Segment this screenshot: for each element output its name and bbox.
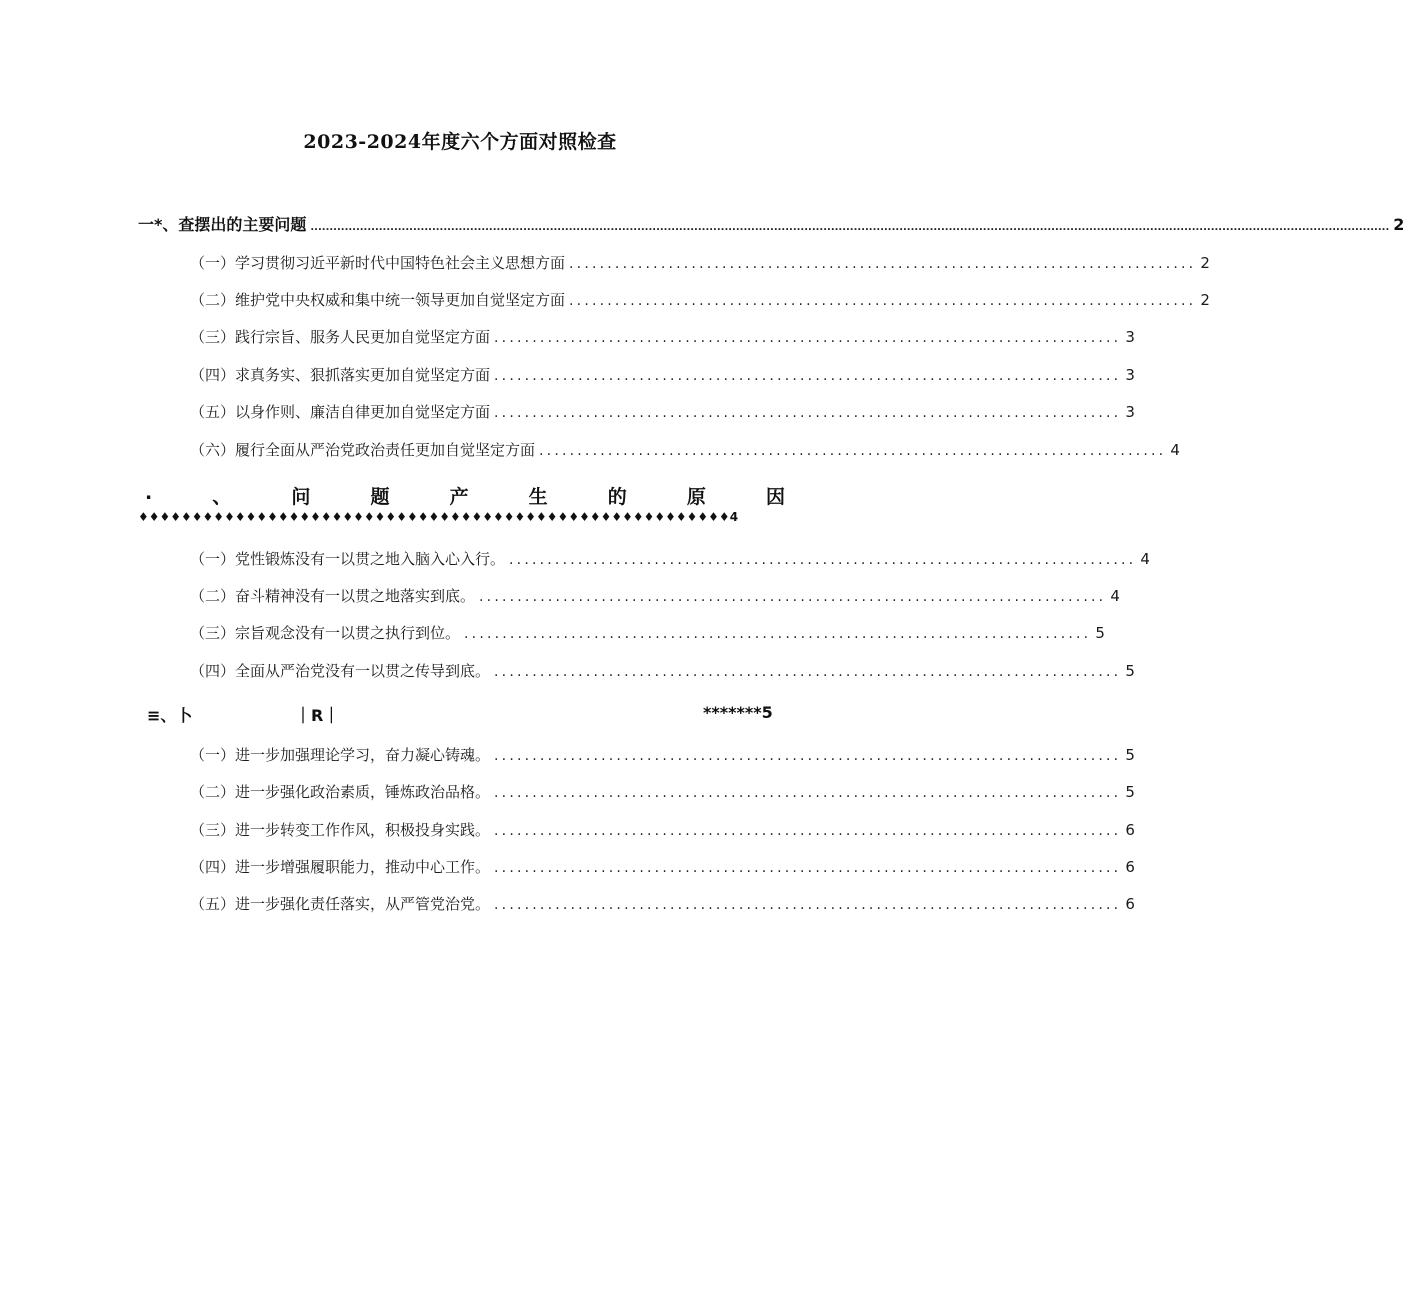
toc-page-number: 5 <box>1125 783 1135 801</box>
toc-page-number: 6 <box>1125 821 1135 839</box>
toc-item-label: （二）进一步强化政治素质，锤炼政治品格。 <box>190 783 491 801</box>
toc-page-number: 2 <box>1200 254 1210 272</box>
toc-page-number: 3 <box>1125 366 1135 384</box>
heading-char: 问 <box>291 486 311 508</box>
toc-section-tail: *******5 <box>703 703 773 722</box>
toc-section-3-heading[interactable] <box>147 703 787 727</box>
toc-item[interactable] <box>190 364 1135 385</box>
heading-char: . <box>145 482 153 504</box>
toc-item-label: （一）学习贯彻习近平新时代中国特色社会主义思想方面 <box>190 254 566 272</box>
toc-dot-leader: .................................................................................. <box>494 785 1122 801</box>
toc-item-label: （四）全面从严治党没有一以贯之传导到底。 <box>190 662 491 680</box>
toc-item[interactable] <box>190 660 1135 681</box>
toc-diamond-leader: ♦♦♦♦♦♦♦♦♦♦♦♦♦♦♦♦♦♦♦♦♦♦♦♦♦♦♦♦♦♦♦♦♦♦♦♦♦♦♦♦♦♦♦♦♦♦♦♦♦♦♦♦♦♦♦ <box>138 510 730 524</box>
document-title: 2023-2024年度六个方面对照检查 <box>303 131 617 153</box>
toc-section-2-leader-row[interactable] <box>138 510 798 524</box>
toc-item-label: （三）进一步转变工作作风，积极投身实践。 <box>190 821 491 839</box>
toc-item[interactable] <box>190 401 1135 422</box>
toc-item-label: （五）以身作则、廉洁自律更加自觉坚定方面 <box>190 403 491 421</box>
toc-page-number: 6 <box>1125 895 1135 913</box>
toc-page-number: 4 <box>1170 441 1180 459</box>
toc-section-1[interactable] <box>138 212 1404 235</box>
toc-item-label: （四）进一步增强履职能力，推动中心工作。 <box>190 858 491 876</box>
heading-char: 、 <box>212 486 232 508</box>
toc-item-label: （四）求真务实、狠抓落实更加自觉坚定方面 <box>190 366 491 384</box>
toc-item-label: （二）奋斗精神没有一以贯之地落实到底。 <box>190 587 476 605</box>
heading-char: 因 <box>765 486 785 508</box>
toc-dot-leader: .................................................................................. <box>494 823 1122 839</box>
toc-item[interactable] <box>190 781 1135 802</box>
toc-dot-leader: .................................................................................. <box>479 589 1107 605</box>
toc-page-number: 5 <box>1125 746 1135 764</box>
toc-dot-leader: .................................................................................. <box>494 330 1122 346</box>
toc-page-number: 3 <box>1125 328 1135 346</box>
toc-page-number: 4 <box>729 510 739 524</box>
toc-page-number: 4 <box>1110 587 1120 605</box>
toc-item[interactable] <box>190 326 1135 347</box>
toc-dot-leader: .................................................................................. <box>494 748 1122 764</box>
heading-char: 产 <box>449 486 469 508</box>
toc-dot-leader: .................................................................................. <box>494 664 1122 680</box>
toc-dot-leader: .................................................................................. <box>539 443 1167 459</box>
heading-char: 的 <box>607 486 627 508</box>
toc-item-label: （一）党性锻炼没有一以贯之地入脑入心入行。 <box>190 550 506 568</box>
toc-section-2-heading[interactable] <box>145 482 785 509</box>
toc-dot-leader: .................................................................................. <box>509 552 1137 568</box>
toc-dot-leader: .................................................................................. <box>464 626 1092 642</box>
toc-page-number: 5 <box>1125 662 1135 680</box>
toc-item[interactable] <box>190 819 1135 840</box>
toc-section-middle: ｜R｜ <box>295 706 340 725</box>
toc-item-label: （六）履行全面从严治党政治责任更加自觉坚定方面 <box>190 441 536 459</box>
toc-dot-leader: .................................................................................. <box>494 405 1122 421</box>
toc-page-number: 2 <box>1200 291 1210 309</box>
toc-item-label: （二）维护党中央权威和集中统一领导更加自觉坚定方面 <box>190 291 566 309</box>
toc-item[interactable] <box>190 439 1180 460</box>
toc-item-label: （一）进一步加强理论学习，奋力凝心铸魂。 <box>190 746 491 764</box>
toc-dot-leader: .................................................................................. <box>494 860 1122 876</box>
heading-char: 原 <box>686 486 706 508</box>
toc-dot-leader: ............................................................................................................................................................................................................................................................................................ <box>310 222 1390 233</box>
toc-page-number: 6 <box>1125 858 1135 876</box>
toc-dot-leader: .................................................................................. <box>569 256 1197 272</box>
toc-dot-leader: .................................................................................. <box>569 293 1197 309</box>
toc-item[interactable] <box>190 252 1210 273</box>
toc-page-number: 5 <box>1095 624 1105 642</box>
toc-item-label: （三）宗旨观念没有一以贯之执行到位。 <box>190 624 461 642</box>
toc-item[interactable] <box>190 893 1135 914</box>
toc-item[interactable] <box>190 289 1210 310</box>
toc-item[interactable] <box>190 548 1150 569</box>
toc-item-label: （五）进一步强化责任落实，从严管党治党。 <box>190 895 491 913</box>
toc-section-label: 一*、查摆出的主要问题 <box>138 215 307 234</box>
heading-char: 题 <box>370 486 390 508</box>
toc-item[interactable] <box>190 585 1120 606</box>
toc-section-prefix: ≡、卜 <box>147 706 193 725</box>
toc-item[interactable] <box>190 744 1135 765</box>
toc-page-number: 2 <box>1393 215 1404 234</box>
toc-item-label: （三）践行宗旨、服务人民更加自觉坚定方面 <box>190 328 491 346</box>
toc-page-number: 4 <box>1140 550 1150 568</box>
toc-item[interactable] <box>190 622 1105 643</box>
toc-dot-leader: .................................................................................. <box>494 897 1122 913</box>
heading-char: 生 <box>528 486 548 508</box>
toc-item[interactable] <box>190 856 1135 877</box>
toc-page-number: 3 <box>1125 403 1135 421</box>
toc-dot-leader: .................................................................................. <box>494 368 1122 384</box>
